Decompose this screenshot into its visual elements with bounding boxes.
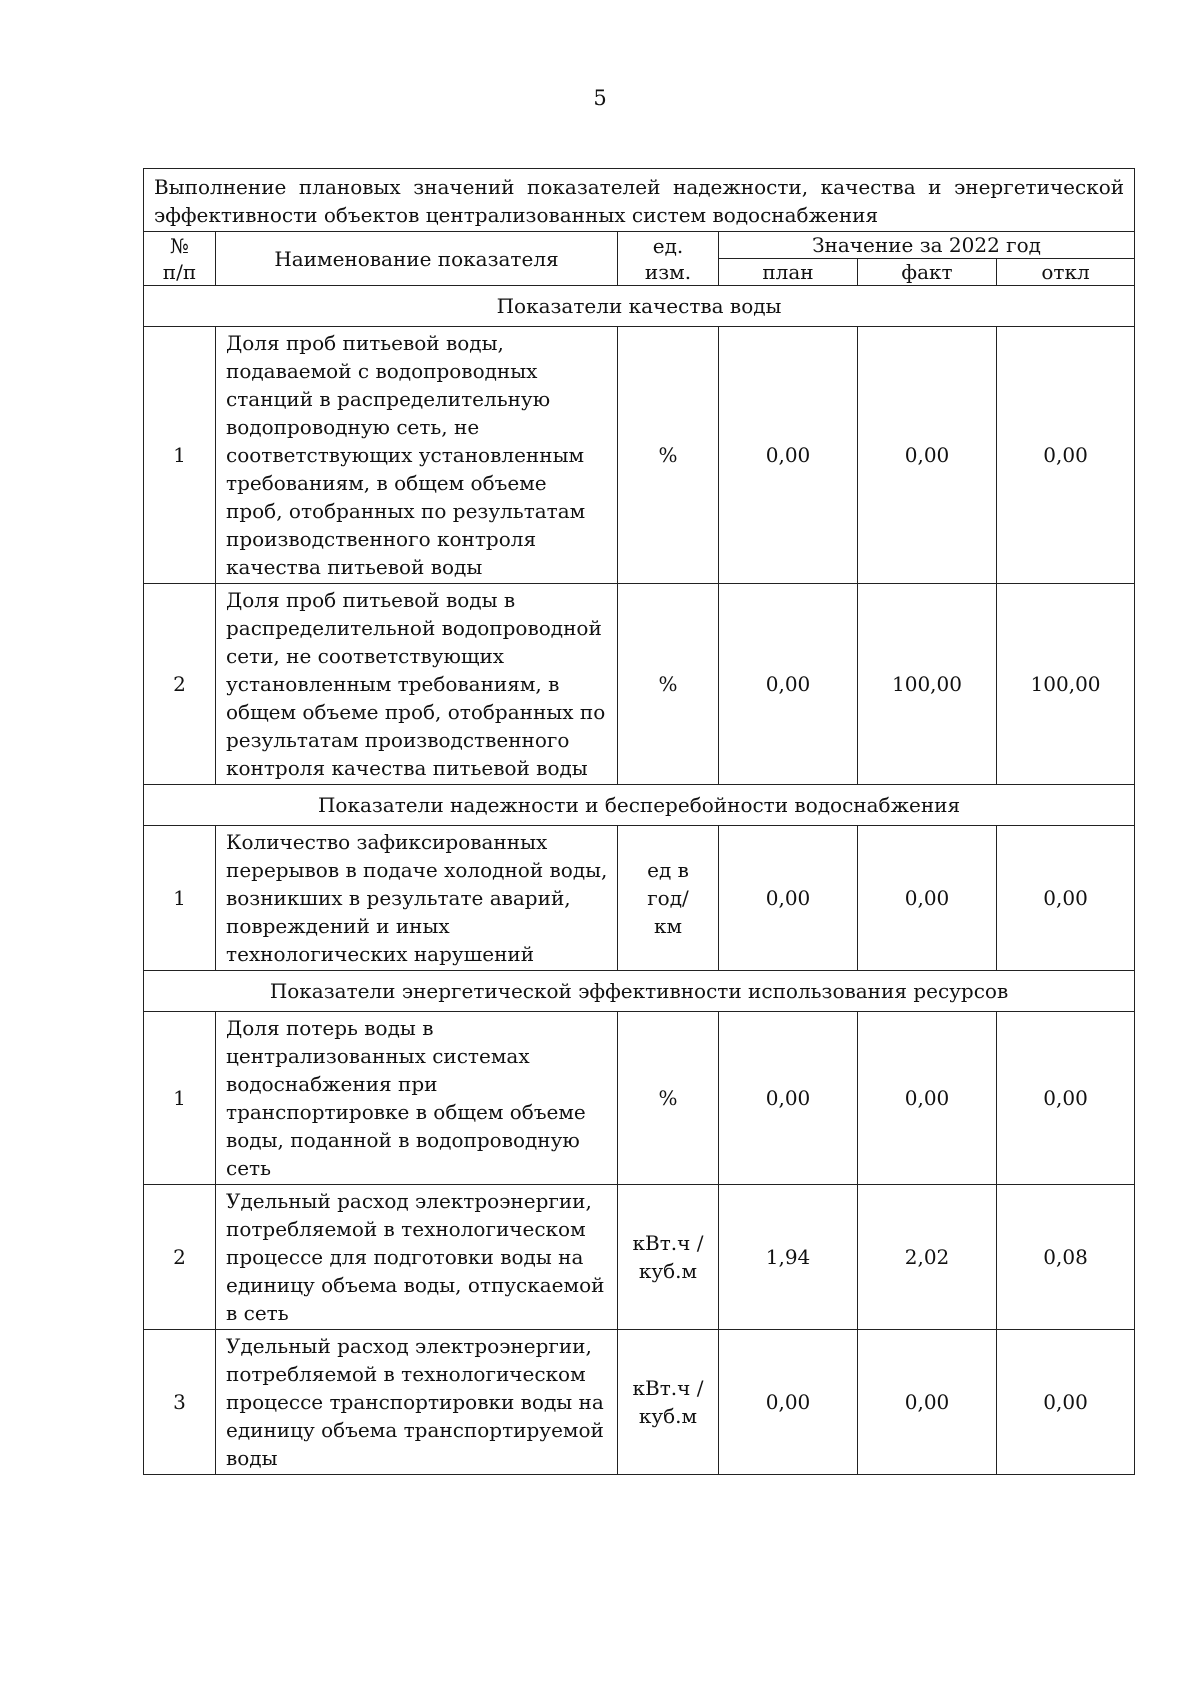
table-title: Выполнение плановых значений показателей надежности, качества и энергетической эффективности объектов централизованных систем водоснабжения <box>144 169 1135 232</box>
header-unit <box>618 232 719 286</box>
row-name: Удельный расход электроэнергии, потребляемой в технологическом процессе транспортировки воды на единицу объема транспортируемой воды <box>216 1330 618 1475</box>
section-title: Показатели энергетической эффективности использования ресурсов <box>144 971 1135 1012</box>
row-fact: 0,00 <box>858 1012 997 1185</box>
row-num: 2 <box>144 1185 216 1330</box>
row-deviation: 0,00 <box>997 1012 1135 1185</box>
row-deviation: 0,00 <box>997 1330 1135 1475</box>
row-num: 2 <box>144 584 216 785</box>
row-plan: 0,00 <box>719 826 858 971</box>
row-unit: % <box>618 584 719 785</box>
table-row <box>144 1330 1135 1475</box>
row-plan: 0,00 <box>719 584 858 785</box>
row-fact: 0,00 <box>858 1330 997 1475</box>
table-row <box>144 826 1135 971</box>
row-unit: % <box>618 327 719 584</box>
row-num: 1 <box>144 1012 216 1185</box>
row-unit: кВт.ч / куб.м <box>618 1330 719 1475</box>
row-plan: 0,00 <box>719 327 858 584</box>
header-unit-line1: ед. <box>652 233 684 258</box>
page-number: 5 <box>593 86 607 110</box>
row-deviation: 0,00 <box>997 327 1135 584</box>
row-fact: 100,00 <box>858 584 997 785</box>
row-name: Количество зафиксированных перерывов в подаче холодной воды, возникших в результате аварий, повреждений и иных технологических нарушений <box>216 826 618 971</box>
header-num <box>144 232 216 286</box>
row-unit: ед в год/ км <box>618 826 719 971</box>
header-num-line1: № <box>170 233 189 258</box>
row-fact: 0,00 <box>858 826 997 971</box>
section-title: Показатели качества воды <box>144 286 1135 327</box>
row-name: Доля проб питьевой воды в распределительной водопроводной сети, не соответствующих установленным требованиям, в общем объеме проб, отобранных по результатам производственного контроля качества питьевой воды <box>216 584 618 785</box>
table-row <box>144 1185 1135 1330</box>
row-num: 1 <box>144 826 216 971</box>
header-num-line2: п/п <box>162 259 197 284</box>
row-num: 1 <box>144 327 216 584</box>
row-fact: 0,00 <box>858 327 997 584</box>
row-plan: 0,00 <box>719 1330 858 1475</box>
row-plan: 1,94 <box>719 1185 858 1330</box>
row-unit: кВт.ч / куб.м <box>618 1185 719 1330</box>
row-name: Удельный расход электроэнергии, потребляемой в технологическом процессе для подготовки воды на единицу объема воды, отпускаемой в сеть <box>216 1185 618 1330</box>
row-name: Доля потерь воды в централизованных системах водоснабжения при транспортировке в общем объеме воды, поданной в водопроводную сеть <box>216 1012 618 1185</box>
header-fact: факт <box>858 259 997 286</box>
row-num: 3 <box>144 1330 216 1475</box>
indicators-table <box>143 168 1135 1475</box>
row-deviation: 0,00 <box>997 826 1135 971</box>
header-name: Наименование показателя <box>216 232 618 286</box>
header-deviation: откл <box>997 259 1135 286</box>
row-deviation: 100,00 <box>997 584 1135 785</box>
row-unit: % <box>618 1012 719 1185</box>
row-name: Доля проб питьевой воды, подаваемой с водопроводных станций в распределительную водопроводную сеть, не соответствующих установленным требованиям, в общем объеме проб, отобранных по результатам производственного контроля качества питьевой воды <box>216 327 618 584</box>
header-value-group: Значение за 2022 год <box>719 232 1135 259</box>
row-plan: 0,00 <box>719 1012 858 1185</box>
section-title: Показатели надежности и бесперебойности водоснабжения <box>144 785 1135 826</box>
header-plan: план <box>719 259 858 286</box>
table-row <box>144 327 1135 584</box>
row-deviation: 0,08 <box>997 1185 1135 1330</box>
table-row <box>144 584 1135 785</box>
row-fact: 2,02 <box>858 1185 997 1330</box>
header-unit-line2: изм. <box>644 259 692 284</box>
table-row <box>144 1012 1135 1185</box>
